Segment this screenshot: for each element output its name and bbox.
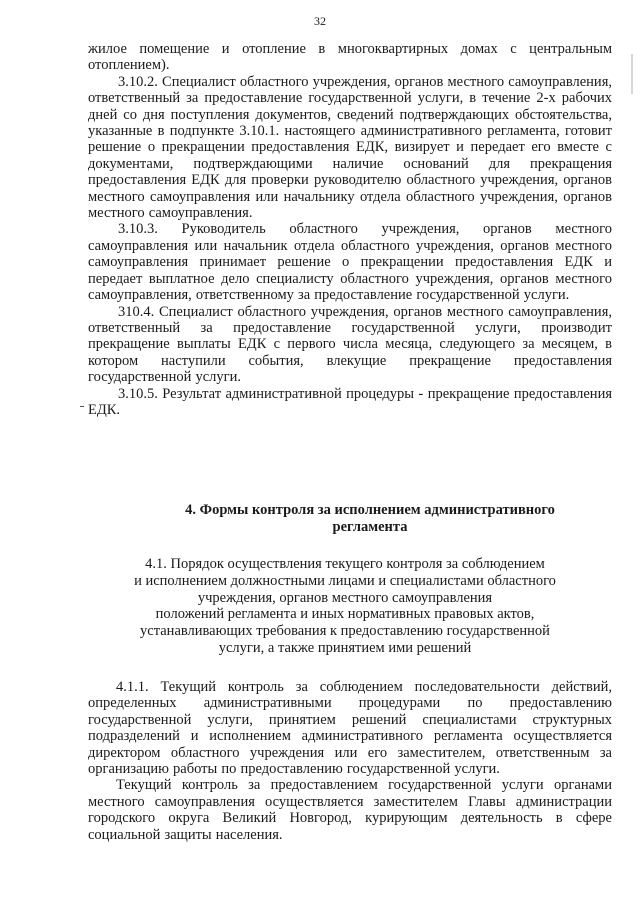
subsection-heading (100, 556, 590, 657)
page-number: 32 (314, 14, 326, 28)
subsection-heading-line: и исполнением должностными лицами и специалистами областного (134, 572, 556, 589)
body-text-top (88, 41, 612, 418)
margin-mark (80, 406, 84, 407)
subsection-heading-line: устанавливающих требования к предоставлению государственной (140, 623, 550, 640)
section-heading-line-2: регламента (332, 518, 408, 535)
section-heading-line-1: 4. Формы контроля за исполнением административного (185, 502, 555, 518)
subsection-heading-line: положений регламента и иных нормативных правовых актов, (155, 606, 535, 623)
subsection-heading-line: учреждения, органов местного самоуправления (197, 589, 493, 606)
paragraph-3-10-3: 3.10.3. Руководитель областного учреждения, органов местного самоуправления или начальник отдела областного учреждения, органов местного самоуправления принимает решение о прекращении предоставления ЕДК и передает выплатное дело специалисту областного учреждения, органов местного самоуправления, ответственному за предоставление государственной услуги. (88, 221, 612, 304)
paragraph-3-10-4: 310.4. Специалист областного учреждения, органов местного самоуправления, ответственный за предоставление государственной услуги, производит прекращение выплаты ЕДК с первого числа месяца, следующего за месяцем, в котором наступили события, влекущие прекращение предоставления государственной услуги. (88, 303, 612, 386)
subsection-heading-line: 4.1. Порядок осуществления текущего контроля за соблюдением (145, 556, 545, 572)
paragraph-3-10-5: 3.10.5. Результат административной процедуры - прекращение предоставления ЕДК. (88, 385, 612, 418)
paragraph-4-1-1: 4.1.1. Текущий контроль за соблюдением последовательности действий, определенных административными процедурами по предоставлению государственной услуги, принятием решений специалистами структурных подразделений и исполнением административного регламента осуществляется директором областного учреждения или его заместителем, ответственным за организацию работы по предоставлению государственной услуги. (88, 679, 612, 778)
subsection-heading-line: услуги, а также принятием ими решений (218, 639, 472, 656)
scan-artifact-mark (631, 54, 633, 94)
paragraph-continuation: жилое помещение и отопление в многоквартирных домах с центральным отоплением). (88, 41, 612, 74)
paragraph-current-control: Текущий контроль за предоставлением государственной услуги органами местного самоуправления осуществляется заместителем Главы администрации городского округа Великий Новгород, курирующим деятельность в сфере социальной защиты населения. (88, 777, 612, 843)
section-heading (150, 502, 590, 535)
paragraph-3-10-2: 3.10.2. Специалист областного учреждения, органов местного самоуправления, ответственный за предоставление государственной услуги, в течение 2-х рабочих дней со дня поступления документов, сведений подтверждающих обстоятельства, указанные в подпункте 3.10.1. настоящего административного регламента, готовит решение о прекращении предоставления ЕДК, визирует и передает его вместе с документами, подтверждающими наличие оснований для прекращения предоставления ЕДК для проверки руководителю областного учреждения, органов местного самоуправления или начальнику отдела областного учреждения, органов местного самоуправления. (88, 73, 612, 222)
body-text-bottom (88, 679, 612, 843)
